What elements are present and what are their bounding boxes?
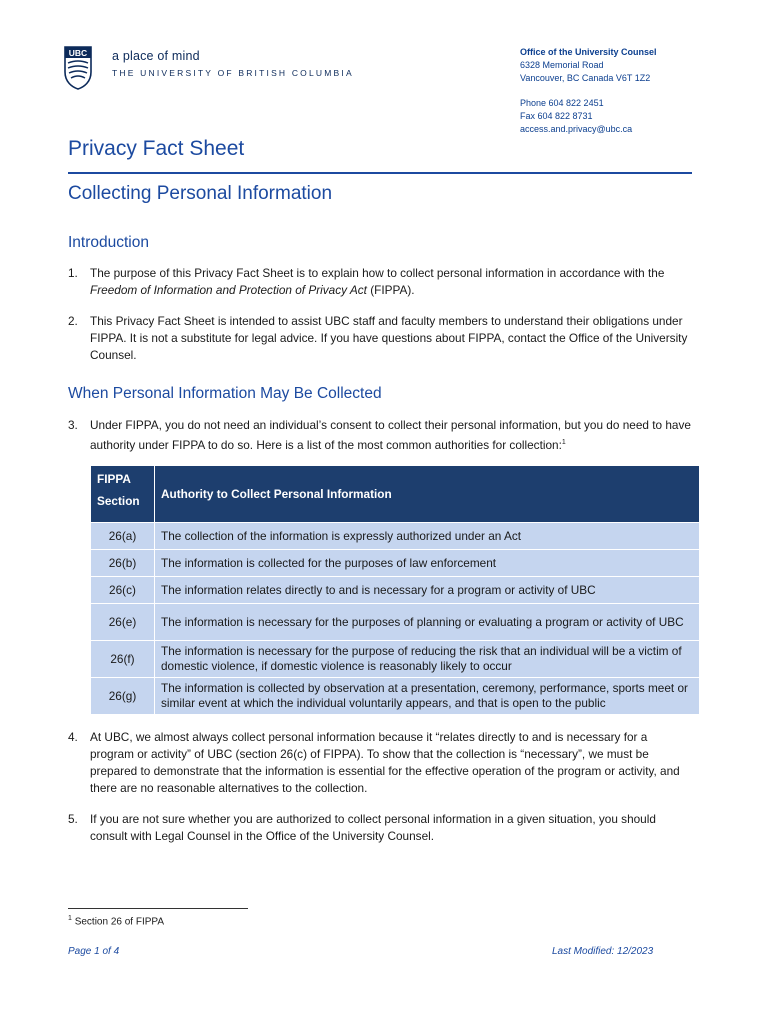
authority-cell: The information is necessary for the purposes of planning or evaluating a program or activity of UBC [155,604,700,641]
paragraph-5 [68,811,692,845]
section-cell: 26(b) [91,550,155,577]
footnote-number: 1 [68,915,72,922]
paragraph-4 [68,729,692,797]
office-phone: Phone 604 822 2451 [520,98,604,108]
document-title: Privacy Fact Sheet [68,137,245,160]
paragraph-text: At UBC, we almost always collect personal information because it “relates directly to and is necessary for a program or activity” of UBC (section 26(c) of FIPPA). To show that the collection is “necessary”, we must be prepared to demonstrate that the information is essential for the effective operation of the program or activity, and there are no reasonable alternatives to the collection. [90,730,680,795]
office-address-line2: Vancouver, BC Canada V6T 1Z2 [520,73,651,83]
authority-table [90,465,700,715]
footnote-text: Section 26 of FIPPA [74,916,164,928]
section-cell: 26(g) [91,678,155,715]
page-number: Page 1 of 4 [68,946,120,957]
paragraph-3 [68,417,692,454]
university-name: THE UNIVERSITY OF BRITISH COLUMBIA [112,68,354,78]
table-row [91,604,700,641]
office-title: Office of the University Counsel [520,47,657,57]
table-row [91,523,700,550]
section-cell: 26(f) [91,641,155,678]
footnote [68,915,164,927]
section-cell: 26(e) [91,604,155,641]
paragraph-number: 5. [68,812,78,826]
table-row [91,678,700,715]
authority-cell: The information is collected for the purposes of law enforcement [155,550,700,577]
table-row [91,577,700,604]
section-cell: 26(c) [91,577,155,604]
office-fax: Fax 604 822 8731 [520,111,593,121]
table-row [91,641,700,678]
section-cell: 26(a) [91,523,155,550]
table-header-row [91,466,700,523]
paragraph-number: 2. [68,314,78,328]
ubc-crest-logo [64,46,92,90]
authority-cell: The information is necessary for the purpose of reducing the risk that an individual will be a victim of domestic violence, if domestic violence is reasonably likely to occur [155,641,700,678]
last-modified: Last Modified: 12/2023 [552,946,654,957]
authority-cell: The information relates directly to and is necessary for a program or activity of UBC [155,577,700,604]
title-divider [68,172,692,174]
header-authority: Authority to Collect Personal Information [155,466,700,523]
section-heading-when-collected: When Personal Information May Be Collected [68,385,382,402]
act-name: Freedom of Information and Protection of Privacy Act [90,283,367,297]
document-subtitle: Collecting Personal Information [68,183,333,204]
paragraph-text: (FIPPA). [366,283,415,297]
footnote-divider [68,908,248,909]
paragraph-2 [68,313,692,364]
authority-cell: The information is collected by observation at a presentation, ceremony, performance, sports meet or similar event at which the individual voluntarily appears, and that is open to the public [155,678,700,715]
authority-cell: The collection of the information is expressly authorized under an Act [155,523,700,550]
paragraph-number: 1. [68,266,78,280]
paragraph-number: 4. [68,730,78,744]
table-row [91,550,700,577]
office-contact-block [520,46,657,136]
paragraph-text: This Privacy Fact Sheet is intended to assist UBC staff and faculty members to understand their obligations under FIPPA. It is not a substitute for legal advice. If you have questions about FIPPA, contact the Office of the University Counsel. [90,314,688,362]
paragraph-text: The purpose of this Privacy Fact Sheet is to explain how to collect personal information in accordance with the [90,266,665,280]
footnote-reference[interactable]: 1 [561,439,566,446]
tagline: a place of mind [112,49,200,63]
logo-text: UBC [68,48,88,58]
paragraph-1 [68,265,692,299]
paragraph-number: 3. [68,418,78,432]
section-heading-introduction: Introduction [68,234,149,251]
paragraph-text: Under FIPPA, you do not need an individual’s consent to collect their personal information, but you do need to have authority under FIPPA to do so. Here is a list of the most common authorities for collection: [90,418,691,452]
office-address-line1: 6328 Memorial Road [520,60,604,70]
paragraph-text: If you are not sure whether you are authorized to collect personal information in a given situation, you should consult with Legal Counsel in the Office of the University Counsel. [90,812,656,843]
office-email[interactable]: access.and.privacy@ubc.ca [520,124,633,134]
header-fippa-section: FIPPA Section [91,466,155,523]
